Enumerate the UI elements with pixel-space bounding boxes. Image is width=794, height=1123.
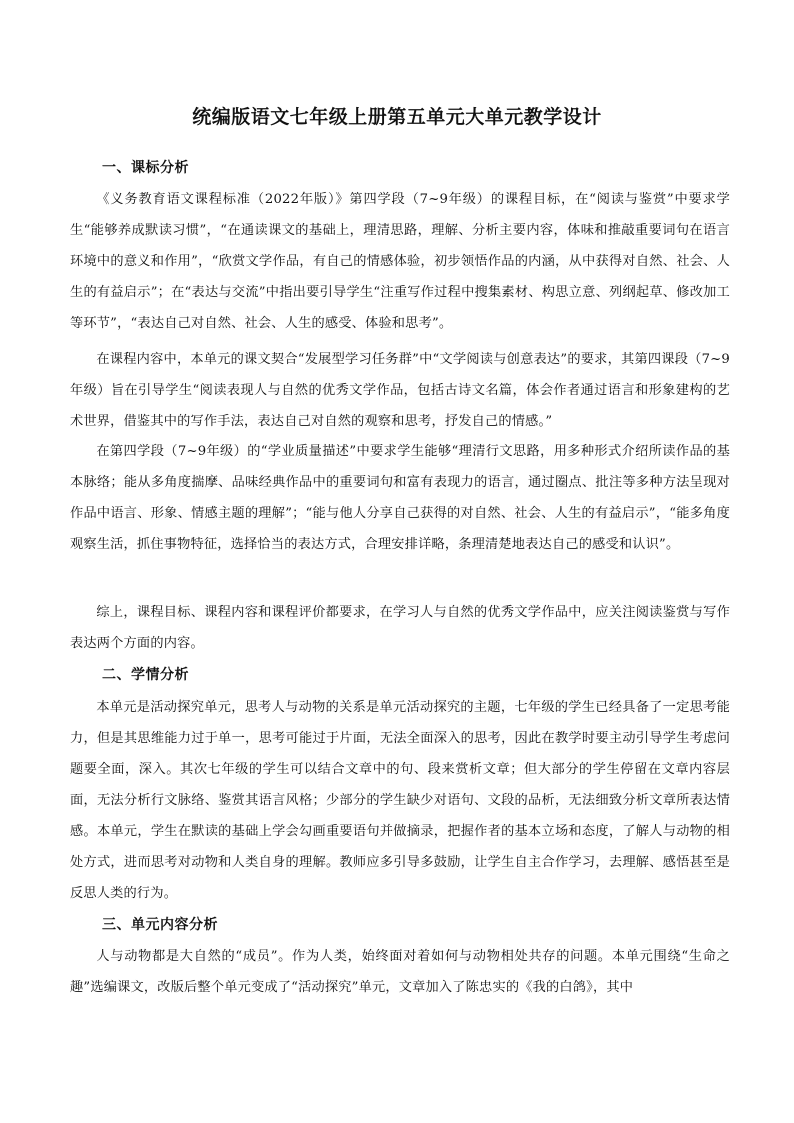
paragraph-standards-quality: 在第四学段（7~9年级）的“学业质量描述”中要求学生能够“理清行文思路，用多种形式介绍所读作品的基本脉络；能从多角度揣摩、品味经典作品中的重要词句和富有表现力的语言，通过圈点、批注等多种方法呈现对作品中语言、形象、情感主题的理解”；“能与他人分享自己获得的对自然、社会、人生的有益启示”，“能多角度观察生活，抓住事物特征，选择恰当的表达方式，合理安排详略，条理清楚地表达自己的感受和认识”。 — [70, 444, 730, 552]
paragraph-standards-goals: 《义务教育语文课程标准（2022年版）》第四学段（7~9年级）的课程目标，在“阅读与鉴赏”中要求学生“能够养成默读习惯”，“在通读课文的基础上，理清思路，理解、分析主要内容，体味和推敲重要词句在语言环境中的意义和作用”，“欣赏文学作品，有自己的情感体验，初步领悟作品的内涵，从中获得对自然、社会、人生的有益启示”；在“表达与交流”中指出要引导学生“注重写作过程中搜集素材、构思立意、列纲起草、修改加工等环节”，“表达自己对自然、社会、人生的感受、体验和思考”。 — [70, 192, 730, 331]
section-heading-student-analysis: 二、学情分析 — [102, 667, 189, 683]
document-title: 统编版语文七年级上册第五单元大单元教学设计 — [192, 106, 602, 128]
paragraph-standards-content: 在课程内容中，本单元的课文契合“发展型学习任务群”中“文学阅读与创意表达”的要求，其第四课段（7~9年级）旨在引导学生“阅读表现人与自然的优秀文学作品，包括古诗文名篇，体会作者通过语言和形象建构的艺术世界，借鉴其中的写作手法，表达自己对自然的观察和思考，抒发自己的情感。” — [70, 352, 730, 429]
section-heading-unit-content: 三、单元内容分析 — [102, 917, 218, 933]
paragraph-unit-content: 人与动物都是大自然的“成员”。作为人类，始终面对着如何与动物相处共存的问题。本单元围绕“生命之趣”选编课文，改版后整个单元变成了“活动探究”单元，文章加入了陈忠实的《我的白鸽》，其中 — [70, 949, 730, 995]
paragraph-standards-summary: 综上，课程目标、课程内容和课程评价都要求，在学习人与自然的优秀文学作品中，应关注阅读鉴赏与写作表达两个方面的内容。 — [70, 605, 730, 651]
paragraph-student-analysis: 本单元是活动探究单元，思考人与动物的关系是单元活动探究的主题，七年级的学生已经具备了一定思考能力，但是其思维能力过于单一，思考可能过于片面，无法全面深入的思考，因此在教学时要主动引导学生考虑问题要全面，深入。其次七年级的学生可以结合文章中的句、段来赏析文章；但大部分的学生停留在文章内容层面，无法分析行文脉络、鉴赏其语言风格；少部分的学生缺少对语句、文段的品析，无法细致分析文章所表达情感。本单元，学生在默读的基础上学会勾画重要语句并做摘录，把握作者的基本立场和态度，了解人与动物的相处方式，进而思考对动物和人类自身的理解。教师应多引导多鼓励，让学生自主合作学习，去理解、感悟甚至是反思人类的行为。 — [70, 700, 730, 901]
section-heading-standards: 一、课标分析 — [102, 160, 189, 176]
